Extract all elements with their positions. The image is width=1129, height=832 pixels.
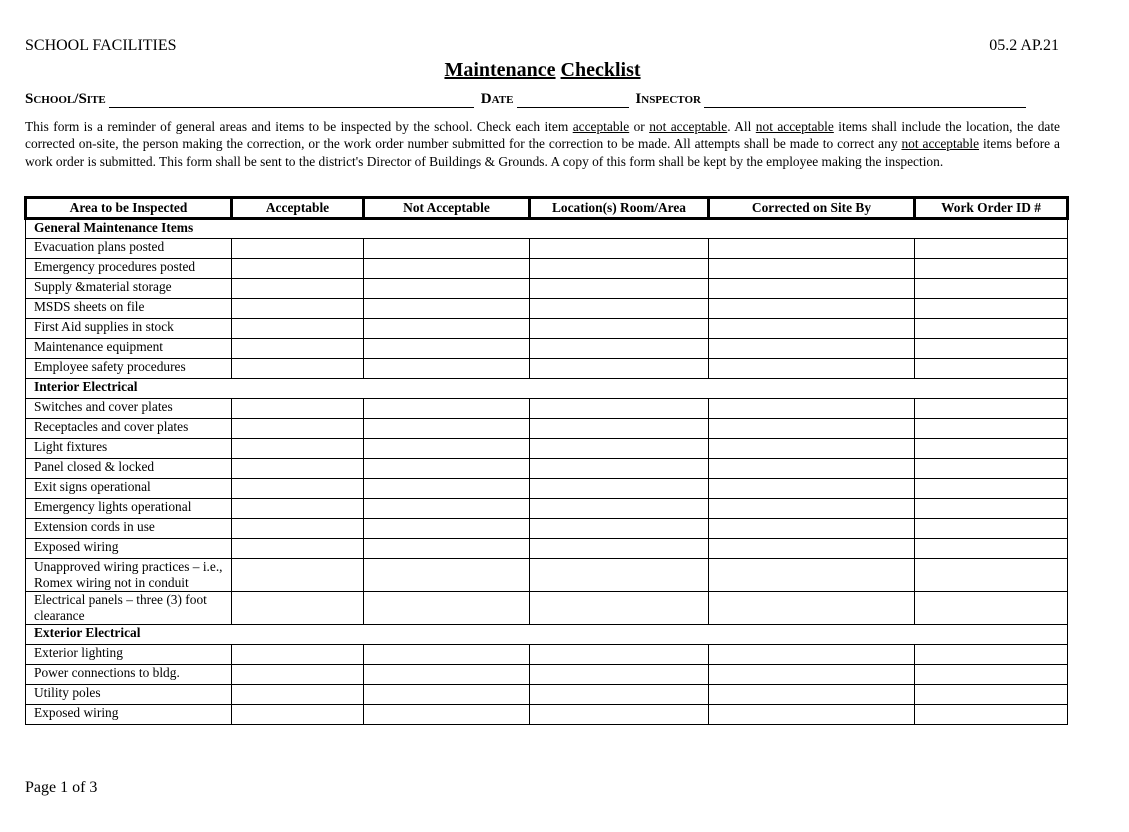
table-row bbox=[26, 259, 1068, 279]
column-header: Acceptable bbox=[232, 198, 364, 219]
acceptable-cell[interactable] bbox=[232, 299, 364, 319]
item-label: Emergency lights operational bbox=[26, 499, 232, 519]
corrected-by-cell[interactable] bbox=[709, 499, 915, 519]
table-row bbox=[26, 479, 1068, 499]
work-order-cell[interactable] bbox=[915, 339, 1068, 359]
location-cell[interactable] bbox=[530, 439, 709, 459]
location-cell[interactable] bbox=[530, 592, 709, 625]
column-header: Location(s) Room/Area bbox=[530, 198, 709, 219]
work-order-cell[interactable] bbox=[915, 665, 1068, 685]
corrected-by-cell[interactable] bbox=[709, 665, 915, 685]
intro-text-4: items shall include the location, the date corrected on-site, the person making the correction, or the work order number submitted for the correction to be made. All attempts shall be made to correct any bbox=[25, 119, 1061, 152]
item-label: Evacuation plans posted bbox=[26, 239, 232, 259]
item-label: Unapproved wiring practices – i.e., Romex wiring not in conduit bbox=[26, 559, 232, 592]
section-row bbox=[26, 219, 1068, 239]
table-row bbox=[26, 519, 1068, 539]
work-order-cell[interactable] bbox=[915, 645, 1068, 665]
work-order-cell[interactable] bbox=[915, 559, 1068, 592]
location-cell[interactable] bbox=[530, 419, 709, 439]
location-cell[interactable] bbox=[530, 279, 709, 299]
work-order-cell[interactable] bbox=[915, 539, 1068, 559]
item-label: Exterior lighting bbox=[26, 645, 232, 665]
corrected-by-cell[interactable] bbox=[709, 645, 915, 665]
acceptable-cell[interactable] bbox=[232, 645, 364, 665]
corrected-by-cell[interactable] bbox=[709, 459, 915, 479]
corrected-by-cell[interactable] bbox=[709, 399, 915, 419]
location-cell[interactable] bbox=[530, 519, 709, 539]
acceptable-cell[interactable] bbox=[232, 439, 364, 459]
column-header: Area to be Inspected bbox=[26, 198, 232, 219]
acceptable-cell[interactable] bbox=[232, 459, 364, 479]
table-row bbox=[26, 559, 1068, 592]
not-acceptable-cell[interactable] bbox=[364, 539, 530, 559]
item-label: Maintenance equipment bbox=[26, 339, 232, 359]
item-label: Receptacles and cover plates bbox=[26, 419, 232, 439]
section-row bbox=[26, 625, 1068, 645]
intro-underline-2: not acceptable bbox=[649, 119, 728, 134]
section-title: General Maintenance Items bbox=[26, 219, 1068, 239]
table-row bbox=[26, 705, 1068, 725]
item-label: MSDS sheets on file bbox=[26, 299, 232, 319]
work-order-cell[interactable] bbox=[915, 705, 1068, 725]
school-site-label: School/Site bbox=[25, 91, 106, 107]
location-cell[interactable] bbox=[530, 559, 709, 592]
column-header: Corrected on Site By bbox=[709, 198, 915, 219]
work-order-cell[interactable] bbox=[915, 419, 1068, 439]
not-acceptable-cell[interactable] bbox=[364, 339, 530, 359]
corrected-by-cell[interactable] bbox=[709, 439, 915, 459]
table-row bbox=[26, 459, 1068, 479]
table-row bbox=[26, 319, 1068, 339]
acceptable-cell[interactable] bbox=[232, 399, 364, 419]
acceptable-cell[interactable] bbox=[232, 665, 364, 685]
table-row bbox=[26, 399, 1068, 419]
table-row bbox=[26, 359, 1068, 379]
location-cell[interactable] bbox=[530, 359, 709, 379]
not-acceptable-cell[interactable] bbox=[364, 705, 530, 725]
title-part1: Maintenance bbox=[444, 59, 556, 81]
document-code: 05.2 AP.21 bbox=[989, 37, 1059, 54]
corrected-by-cell[interactable] bbox=[709, 559, 915, 592]
table-row bbox=[26, 539, 1068, 559]
acceptable-cell[interactable] bbox=[232, 519, 364, 539]
not-acceptable-cell[interactable] bbox=[364, 479, 530, 499]
not-acceptable-cell[interactable] bbox=[364, 299, 530, 319]
date-field[interactable] bbox=[517, 94, 629, 108]
date-label: Date bbox=[480, 91, 514, 107]
not-acceptable-cell[interactable] bbox=[364, 645, 530, 665]
item-label: Power connections to bldg. bbox=[26, 665, 232, 685]
not-acceptable-cell[interactable] bbox=[364, 239, 530, 259]
work-order-cell[interactable] bbox=[915, 685, 1068, 705]
intro-underline-3: not acceptable bbox=[755, 119, 834, 134]
not-acceptable-cell[interactable] bbox=[364, 439, 530, 459]
inspector-field[interactable] bbox=[704, 94, 1026, 108]
corrected-by-cell[interactable] bbox=[709, 519, 915, 539]
location-cell[interactable] bbox=[530, 319, 709, 339]
table-row bbox=[26, 279, 1068, 299]
work-order-cell[interactable] bbox=[915, 239, 1068, 259]
location-cell[interactable] bbox=[530, 239, 709, 259]
corrected-by-cell[interactable] bbox=[709, 259, 915, 279]
title-part2: Checklist bbox=[560, 59, 641, 81]
school-site-field[interactable] bbox=[109, 94, 474, 108]
intro-text-5: items before a work order is submitted. This form shall be sent to the district's Director of Buildings & Grounds. A copy of this form shall be kept by the employee making the inspection. bbox=[25, 136, 1060, 169]
table-header-row bbox=[26, 198, 1068, 219]
work-order-cell[interactable] bbox=[915, 399, 1068, 419]
corrected-by-cell[interactable] bbox=[709, 319, 915, 339]
item-label: Supply &material storage bbox=[26, 279, 232, 299]
table-row bbox=[26, 592, 1068, 625]
work-order-cell[interactable] bbox=[915, 439, 1068, 459]
not-acceptable-cell[interactable] bbox=[364, 399, 530, 419]
checklist-table bbox=[24, 196, 1069, 725]
acceptable-cell[interactable] bbox=[232, 279, 364, 299]
corrected-by-cell[interactable] bbox=[709, 479, 915, 499]
acceptable-cell[interactable] bbox=[232, 705, 364, 725]
location-cell[interactable] bbox=[530, 705, 709, 725]
location-cell[interactable] bbox=[530, 299, 709, 319]
column-header: Not Acceptable bbox=[364, 198, 530, 219]
not-acceptable-cell[interactable] bbox=[364, 592, 530, 625]
table-row bbox=[26, 439, 1068, 459]
work-order-cell[interactable] bbox=[915, 299, 1068, 319]
acceptable-cell[interactable] bbox=[232, 499, 364, 519]
not-acceptable-cell[interactable] bbox=[364, 559, 530, 592]
item-label: Extension cords in use bbox=[26, 519, 232, 539]
item-label: First Aid supplies in stock bbox=[26, 319, 232, 339]
section-title: Exterior Electrical bbox=[26, 625, 1068, 645]
item-label: Utility poles bbox=[26, 685, 232, 705]
acceptable-cell[interactable] bbox=[232, 539, 364, 559]
intro-underline-1: acceptable bbox=[572, 119, 630, 134]
location-cell[interactable] bbox=[530, 479, 709, 499]
item-label: Electrical panels – three (3) foot clearance bbox=[26, 592, 232, 625]
corrected-by-cell[interactable] bbox=[709, 359, 915, 379]
corrected-by-cell[interactable] bbox=[709, 299, 915, 319]
intro-text-2: or bbox=[629, 119, 650, 134]
page-title bbox=[0, 59, 1085, 82]
table-row bbox=[26, 499, 1068, 519]
corrected-by-cell[interactable] bbox=[709, 279, 915, 299]
not-acceptable-cell[interactable] bbox=[364, 419, 530, 439]
work-order-cell[interactable] bbox=[915, 279, 1068, 299]
intro-text-1: This form is a reminder of general areas and items to be inspected by the school. Check each item bbox=[25, 119, 573, 134]
work-order-cell[interactable] bbox=[915, 259, 1068, 279]
item-label: Exposed wiring bbox=[26, 539, 232, 559]
table-body bbox=[26, 219, 1068, 725]
not-acceptable-cell[interactable] bbox=[364, 359, 530, 379]
table-row bbox=[26, 339, 1068, 359]
table-row bbox=[26, 299, 1068, 319]
acceptable-cell[interactable] bbox=[232, 259, 364, 279]
not-acceptable-cell[interactable] bbox=[364, 259, 530, 279]
location-cell[interactable] bbox=[530, 339, 709, 359]
item-label: Exposed wiring bbox=[26, 705, 232, 725]
location-cell[interactable] bbox=[530, 645, 709, 665]
table-row bbox=[26, 645, 1068, 665]
location-cell[interactable] bbox=[530, 539, 709, 559]
item-label: Exit signs operational bbox=[26, 479, 232, 499]
corrected-by-cell[interactable] bbox=[709, 239, 915, 259]
corrected-by-cell[interactable] bbox=[709, 539, 915, 559]
location-cell[interactable] bbox=[530, 459, 709, 479]
location-cell[interactable] bbox=[530, 665, 709, 685]
location-cell[interactable] bbox=[530, 685, 709, 705]
location-cell[interactable] bbox=[530, 259, 709, 279]
section-title: Interior Electrical bbox=[26, 379, 1068, 399]
acceptable-cell[interactable] bbox=[232, 359, 364, 379]
section-row bbox=[26, 379, 1068, 399]
acceptable-cell[interactable] bbox=[232, 339, 364, 359]
table-row bbox=[26, 239, 1068, 259]
not-acceptable-cell[interactable] bbox=[364, 499, 530, 519]
item-label: Emergency procedures posted bbox=[26, 259, 232, 279]
page-number: Page 1 of 3 bbox=[25, 779, 98, 796]
intro-paragraph bbox=[25, 118, 1060, 170]
acceptable-cell[interactable] bbox=[232, 559, 364, 592]
table-row bbox=[26, 685, 1068, 705]
location-cell[interactable] bbox=[530, 399, 709, 419]
corrected-by-cell[interactable] bbox=[709, 419, 915, 439]
corrected-by-cell[interactable] bbox=[709, 592, 915, 625]
work-order-cell[interactable] bbox=[915, 319, 1068, 339]
not-acceptable-cell[interactable] bbox=[364, 319, 530, 339]
item-label: Switches and cover plates bbox=[26, 399, 232, 419]
acceptable-cell[interactable] bbox=[232, 685, 364, 705]
corrected-by-cell[interactable] bbox=[709, 705, 915, 725]
intro-underline-4: not acceptable bbox=[901, 136, 980, 152]
table-row bbox=[26, 419, 1068, 439]
not-acceptable-cell[interactable] bbox=[364, 459, 530, 479]
column-header: Work Order ID # bbox=[915, 198, 1068, 219]
corrected-by-cell[interactable] bbox=[709, 339, 915, 359]
header-left: SCHOOL FACILITIES bbox=[25, 37, 177, 54]
not-acceptable-cell[interactable] bbox=[364, 279, 530, 299]
table-row bbox=[26, 665, 1068, 685]
corrected-by-cell[interactable] bbox=[709, 685, 915, 705]
work-order-cell[interactable] bbox=[915, 519, 1068, 539]
item-label: Employee safety procedures bbox=[26, 359, 232, 379]
not-acceptable-cell[interactable] bbox=[364, 519, 530, 539]
work-order-cell[interactable] bbox=[915, 479, 1068, 499]
not-acceptable-cell[interactable] bbox=[364, 685, 530, 705]
inspector-label: Inspector bbox=[635, 91, 701, 107]
item-label: Panel closed & locked bbox=[26, 459, 232, 479]
work-order-cell[interactable] bbox=[915, 359, 1068, 379]
work-order-cell[interactable] bbox=[915, 592, 1068, 625]
acceptable-cell[interactable] bbox=[232, 419, 364, 439]
acceptable-cell[interactable] bbox=[232, 479, 364, 499]
work-order-cell[interactable] bbox=[915, 459, 1068, 479]
acceptable-cell[interactable] bbox=[232, 319, 364, 339]
intro-text-3: . All bbox=[727, 119, 756, 134]
location-cell[interactable] bbox=[530, 499, 709, 519]
work-order-cell[interactable] bbox=[915, 499, 1068, 519]
acceptable-cell[interactable] bbox=[232, 239, 364, 259]
item-label: Light fixtures bbox=[26, 439, 232, 459]
acceptable-cell[interactable] bbox=[232, 592, 364, 625]
not-acceptable-cell[interactable] bbox=[364, 665, 530, 685]
form-fields bbox=[25, 91, 1065, 108]
